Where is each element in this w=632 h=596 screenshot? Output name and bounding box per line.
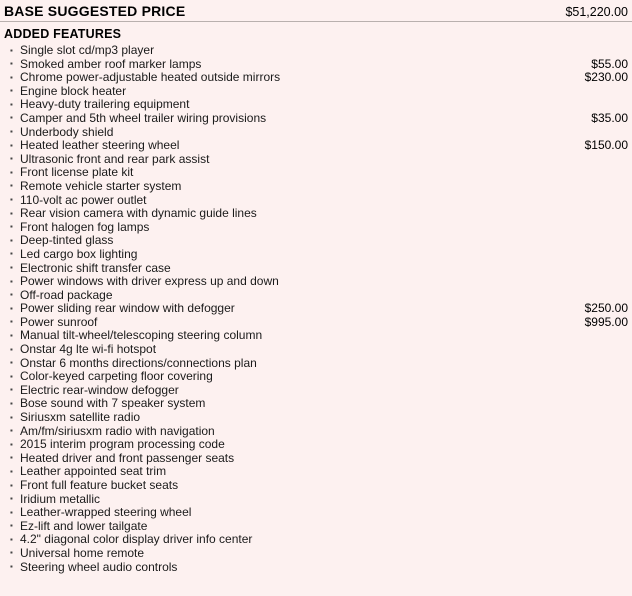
list-item bbox=[10, 343, 630, 357]
list-item bbox=[10, 493, 630, 507]
feature-label: ▪ Steering wheel audio controls bbox=[10, 561, 177, 575]
feature-label: ▪ Electronic shift transfer case bbox=[10, 262, 171, 276]
list-item bbox=[10, 561, 630, 575]
feature-price: $995.00 bbox=[584, 314, 628, 329]
list-item bbox=[10, 302, 630, 316]
list-item bbox=[10, 44, 630, 58]
feature-label: ▪ Heavy-duty trailering equipment bbox=[10, 98, 189, 112]
feature-label: ▪ Manual tilt-wheel/telescoping steering column bbox=[10, 329, 262, 343]
feature-label: ▪ Deep-tinted glass bbox=[10, 234, 113, 248]
list-item bbox=[10, 316, 630, 330]
list-item bbox=[10, 452, 630, 466]
feature-label: ▪ Siriusxm satellite radio bbox=[10, 411, 140, 425]
list-item bbox=[10, 194, 630, 208]
base-price-label: BASE SUGGESTED PRICE bbox=[4, 3, 186, 19]
feature-label: ▪ Power sliding rear window with defogger bbox=[10, 302, 235, 316]
feature-label: ▪ Iridium metallic bbox=[10, 493, 100, 507]
list-item bbox=[10, 465, 630, 479]
list-item bbox=[10, 411, 630, 425]
feature-label: ▪ Heated leather steering wheel bbox=[10, 139, 179, 153]
feature-label: ▪ Power sunroof bbox=[10, 316, 97, 330]
added-features-title: ADDED FEATURES bbox=[4, 27, 122, 41]
feature-label: ▪ Front license plate kit bbox=[10, 166, 133, 180]
list-item bbox=[10, 221, 630, 235]
feature-price: $230.00 bbox=[584, 70, 628, 85]
list-item bbox=[10, 248, 630, 262]
feature-label: ▪ Rear vision camera with dynamic guide lines bbox=[10, 207, 257, 221]
list-item bbox=[10, 98, 630, 112]
list-item bbox=[10, 112, 630, 126]
list-item bbox=[10, 85, 630, 99]
feature-price: $35.00 bbox=[591, 110, 628, 125]
feature-label: ▪ Off-road package bbox=[10, 289, 113, 303]
feature-label: ▪ Underbody shield bbox=[10, 126, 113, 140]
feature-label: ▪ Onstar 6 months directions/connections plan bbox=[10, 357, 257, 371]
feature-label: ▪ Onstar 4g lte wi-fi hotspot bbox=[10, 343, 156, 357]
list-item bbox=[10, 520, 630, 534]
feature-label: ▪ 110-volt ac power outlet bbox=[10, 194, 147, 208]
feature-label: ▪ Chrome power-adjustable heated outside mirrors bbox=[10, 71, 280, 85]
list-item bbox=[10, 58, 630, 72]
feature-label: ▪ Remote vehicle starter system bbox=[10, 180, 181, 194]
feature-label: ▪ 2015 interim program processing code bbox=[10, 438, 225, 452]
feature-label: ▪ Heated driver and front passenger seats bbox=[10, 452, 234, 466]
feature-label: ▪ Front full feature bucket seats bbox=[10, 479, 178, 493]
list-item bbox=[10, 180, 630, 194]
list-item bbox=[10, 126, 630, 140]
feature-label: ▪ Ultrasonic front and rear park assist bbox=[10, 153, 209, 167]
feature-label: ▪ Front halogen fog lamps bbox=[10, 221, 149, 235]
feature-label: ▪ Universal home remote bbox=[10, 547, 144, 561]
feature-label: ▪ Am/fm/siriusxm radio with navigation bbox=[10, 425, 215, 439]
feature-price: $55.00 bbox=[591, 56, 628, 71]
feature-label: ▪ 4.2" diagonal color display driver info center bbox=[10, 533, 252, 547]
base-price-value: $51,220.00 bbox=[565, 5, 628, 19]
feature-label: ▪ Ez-lift and lower tailgate bbox=[10, 520, 147, 534]
list-item bbox=[10, 153, 630, 167]
feature-label: ▪ Power windows with driver express up and down bbox=[10, 275, 279, 289]
list-item bbox=[10, 275, 630, 289]
feature-label: ▪ Bose sound with 7 speaker system bbox=[10, 397, 205, 411]
list-item bbox=[10, 139, 630, 153]
list-item bbox=[10, 370, 630, 384]
list-item bbox=[10, 71, 630, 85]
list-item bbox=[10, 425, 630, 439]
feature-label: ▪ Camper and 5th wheel trailer wiring provisions bbox=[10, 112, 266, 126]
feature-label: ▪ Leather-wrapped steering wheel bbox=[10, 506, 191, 520]
list-item bbox=[10, 234, 630, 248]
added-features-list bbox=[0, 44, 632, 574]
feature-label: ▪ Leather appointed seat trim bbox=[10, 465, 166, 479]
list-item bbox=[10, 207, 630, 221]
list-item bbox=[10, 384, 630, 398]
feature-label: ▪ Electric rear-window defogger bbox=[10, 384, 179, 398]
list-item bbox=[10, 357, 630, 371]
list-item bbox=[10, 438, 630, 452]
list-item bbox=[10, 506, 630, 520]
feature-label: ▪ Engine block heater bbox=[10, 85, 126, 99]
list-item bbox=[10, 479, 630, 493]
list-item bbox=[10, 397, 630, 411]
feature-price: $250.00 bbox=[584, 301, 628, 316]
list-item bbox=[10, 329, 630, 343]
feature-label: ▪ Smoked amber roof marker lamps bbox=[10, 58, 201, 72]
list-item bbox=[10, 533, 630, 547]
list-item bbox=[10, 262, 630, 276]
feature-label: ▪ Color-keyed carpeting floor covering bbox=[10, 370, 213, 384]
feature-price: $150.00 bbox=[584, 138, 628, 153]
feature-label: ▪ Single slot cd/mp3 player bbox=[10, 44, 154, 58]
list-item bbox=[10, 166, 630, 180]
list-item bbox=[10, 289, 630, 303]
list-item bbox=[10, 547, 630, 561]
feature-label: ▪ Led cargo box lighting bbox=[10, 248, 137, 262]
base-price-row bbox=[0, 0, 632, 22]
